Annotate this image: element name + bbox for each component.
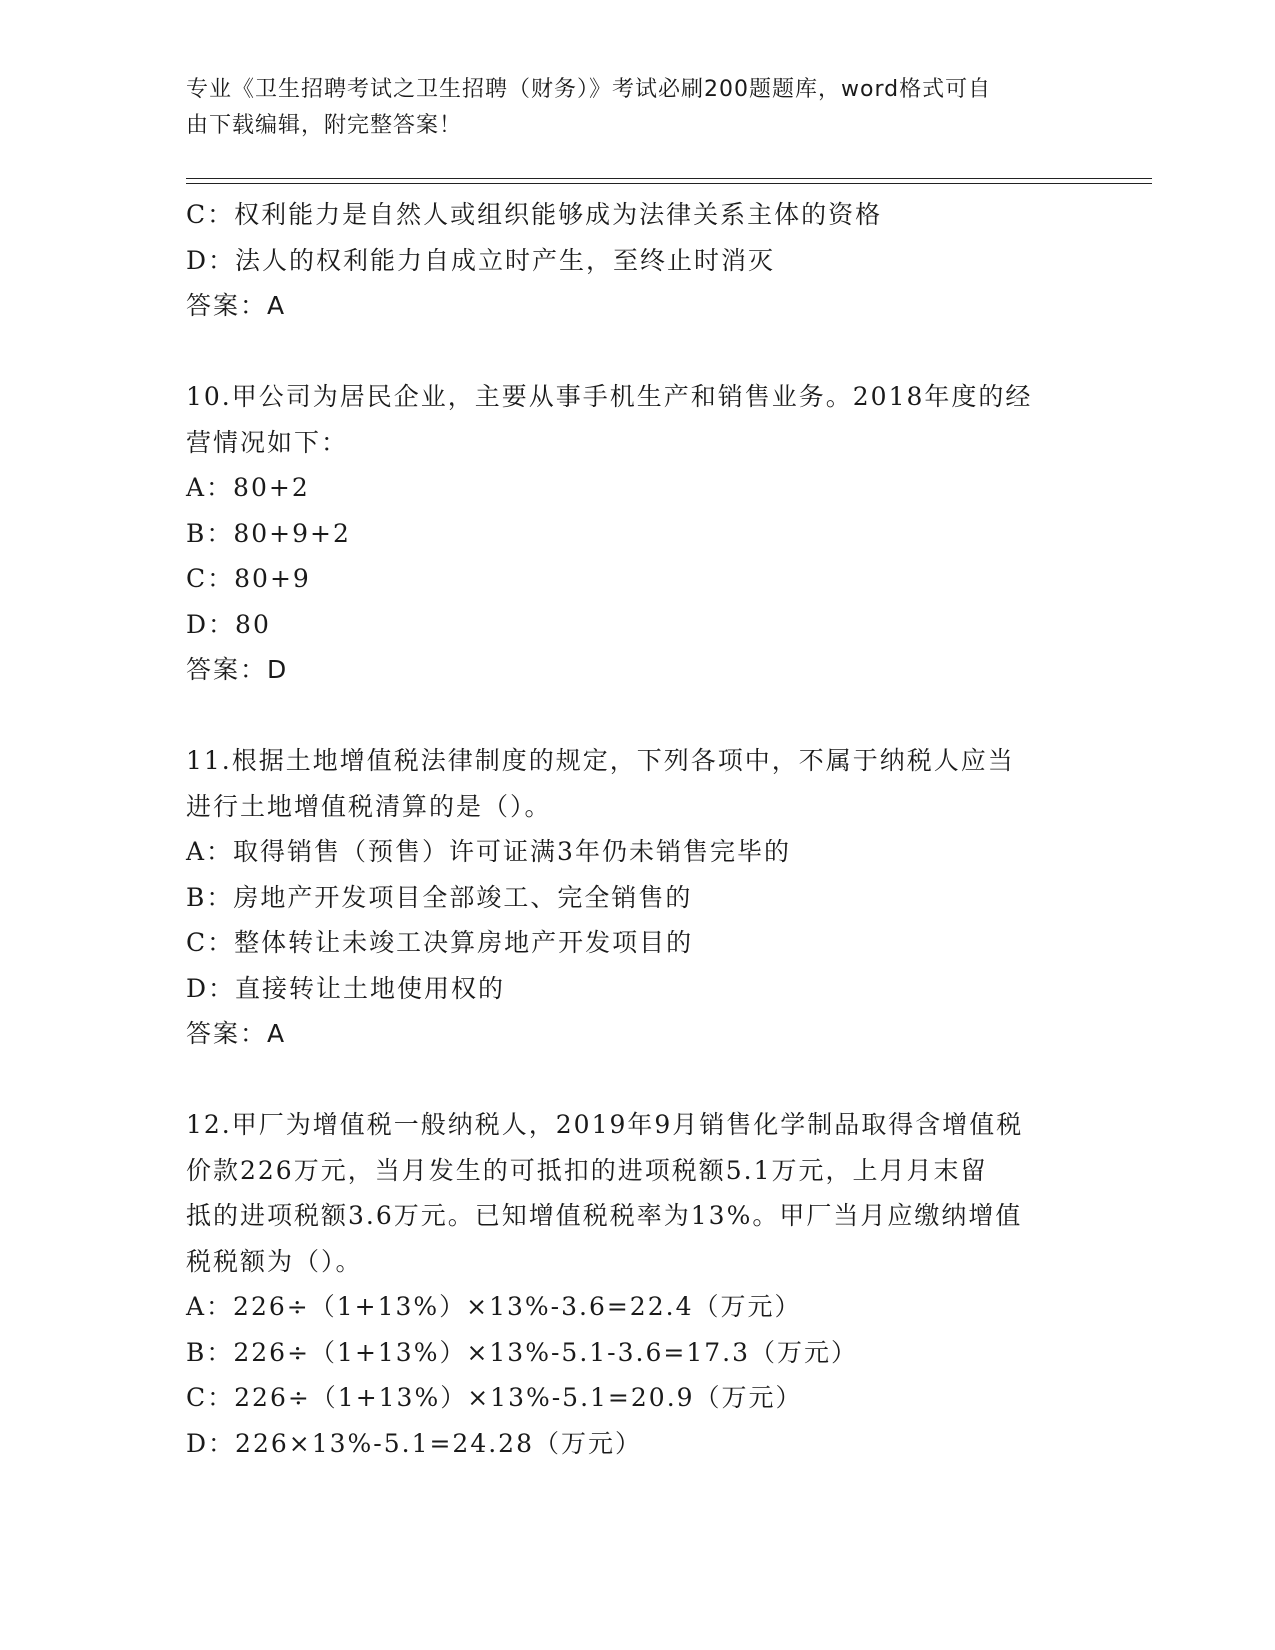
answer-line: 答案：D bbox=[186, 655, 289, 684]
document-header bbox=[186, 72, 1066, 144]
header-line-1: 专业《卫生招聘考试之卫生招聘（财务）》考试必刷200题题库，word格式可自 bbox=[186, 77, 992, 102]
option-a: A：226÷（1+13%）×13%-3.6=22.4（万元） bbox=[186, 1292, 802, 1321]
question-block bbox=[186, 192, 1106, 329]
question-stem-line: 营情况如下： bbox=[186, 427, 349, 457]
option-c: C：权利能力是自然人或组织能够成为法律关系主体的资格 bbox=[186, 200, 883, 229]
question-block bbox=[186, 374, 1106, 693]
option-b: B：226÷（1+13%）×13%-5.1-3.6=17.3（万元） bbox=[186, 1337, 858, 1367]
option-d: D：直接转让土地使用权的 bbox=[186, 973, 506, 1003]
option-c: C：80+9 bbox=[186, 564, 311, 593]
option-d: D：226×13%-5.1=24.28（万元） bbox=[186, 1428, 642, 1458]
block-spacer bbox=[186, 329, 1106, 375]
option-c: C：整体转让未竣工决算房地产开发项目的 bbox=[186, 928, 694, 957]
answer-line: 答案：A bbox=[186, 1019, 287, 1048]
question-block bbox=[186, 1102, 1106, 1466]
option-b: B：房地产开发项目全部竣工、完全销售的 bbox=[186, 882, 693, 912]
block-spacer bbox=[186, 693, 1106, 739]
question-stem-line: 11.根据土地增值税法律制度的规定，下列各项中，不属于纳税人应当 bbox=[186, 746, 1015, 775]
answer-line: 答案：A bbox=[186, 291, 287, 320]
question-stem-line: 抵的进项税额3.6万元。已知增值税税率为13%。甲厂当月应缴纳增值 bbox=[186, 1201, 1023, 1230]
header-rule-top bbox=[186, 178, 1152, 179]
option-a: A：取得销售（预售）许可证满3年仍未销售完毕的 bbox=[186, 837, 791, 866]
question-list bbox=[186, 192, 1106, 1466]
question-stem-line: 价款226万元，当月发生的可抵扣的进项税额5.1万元，上月月末留 bbox=[186, 1155, 988, 1185]
header-line-2: 由下载编辑，附完整答案！ bbox=[186, 113, 463, 138]
option-b: B：80+9+2 bbox=[186, 518, 351, 548]
option-c: C：226÷（1+13%）×13%-5.1=20.9（万元） bbox=[186, 1383, 803, 1412]
block-spacer bbox=[186, 1057, 1106, 1103]
question-block bbox=[186, 738, 1106, 1057]
header-rule-bottom bbox=[186, 183, 1152, 184]
option-d: D：法人的权利能力自成立时产生，至终止时消灭 bbox=[186, 245, 776, 275]
question-stem-line: 12.甲厂为增值税一般纳税人，2019年9月销售化学制品取得含增值税 bbox=[186, 1110, 1024, 1139]
option-d: D：80 bbox=[186, 609, 271, 639]
option-a: A：80+2 bbox=[186, 473, 310, 502]
question-stem-line: 10.甲公司为居民企业，主要从事手机生产和销售业务。2018年度的经 bbox=[186, 382, 1033, 411]
question-stem-line: 税税额为（）。 bbox=[186, 1246, 363, 1276]
question-stem-line: 进行土地增值税清算的是（）。 bbox=[186, 791, 552, 821]
